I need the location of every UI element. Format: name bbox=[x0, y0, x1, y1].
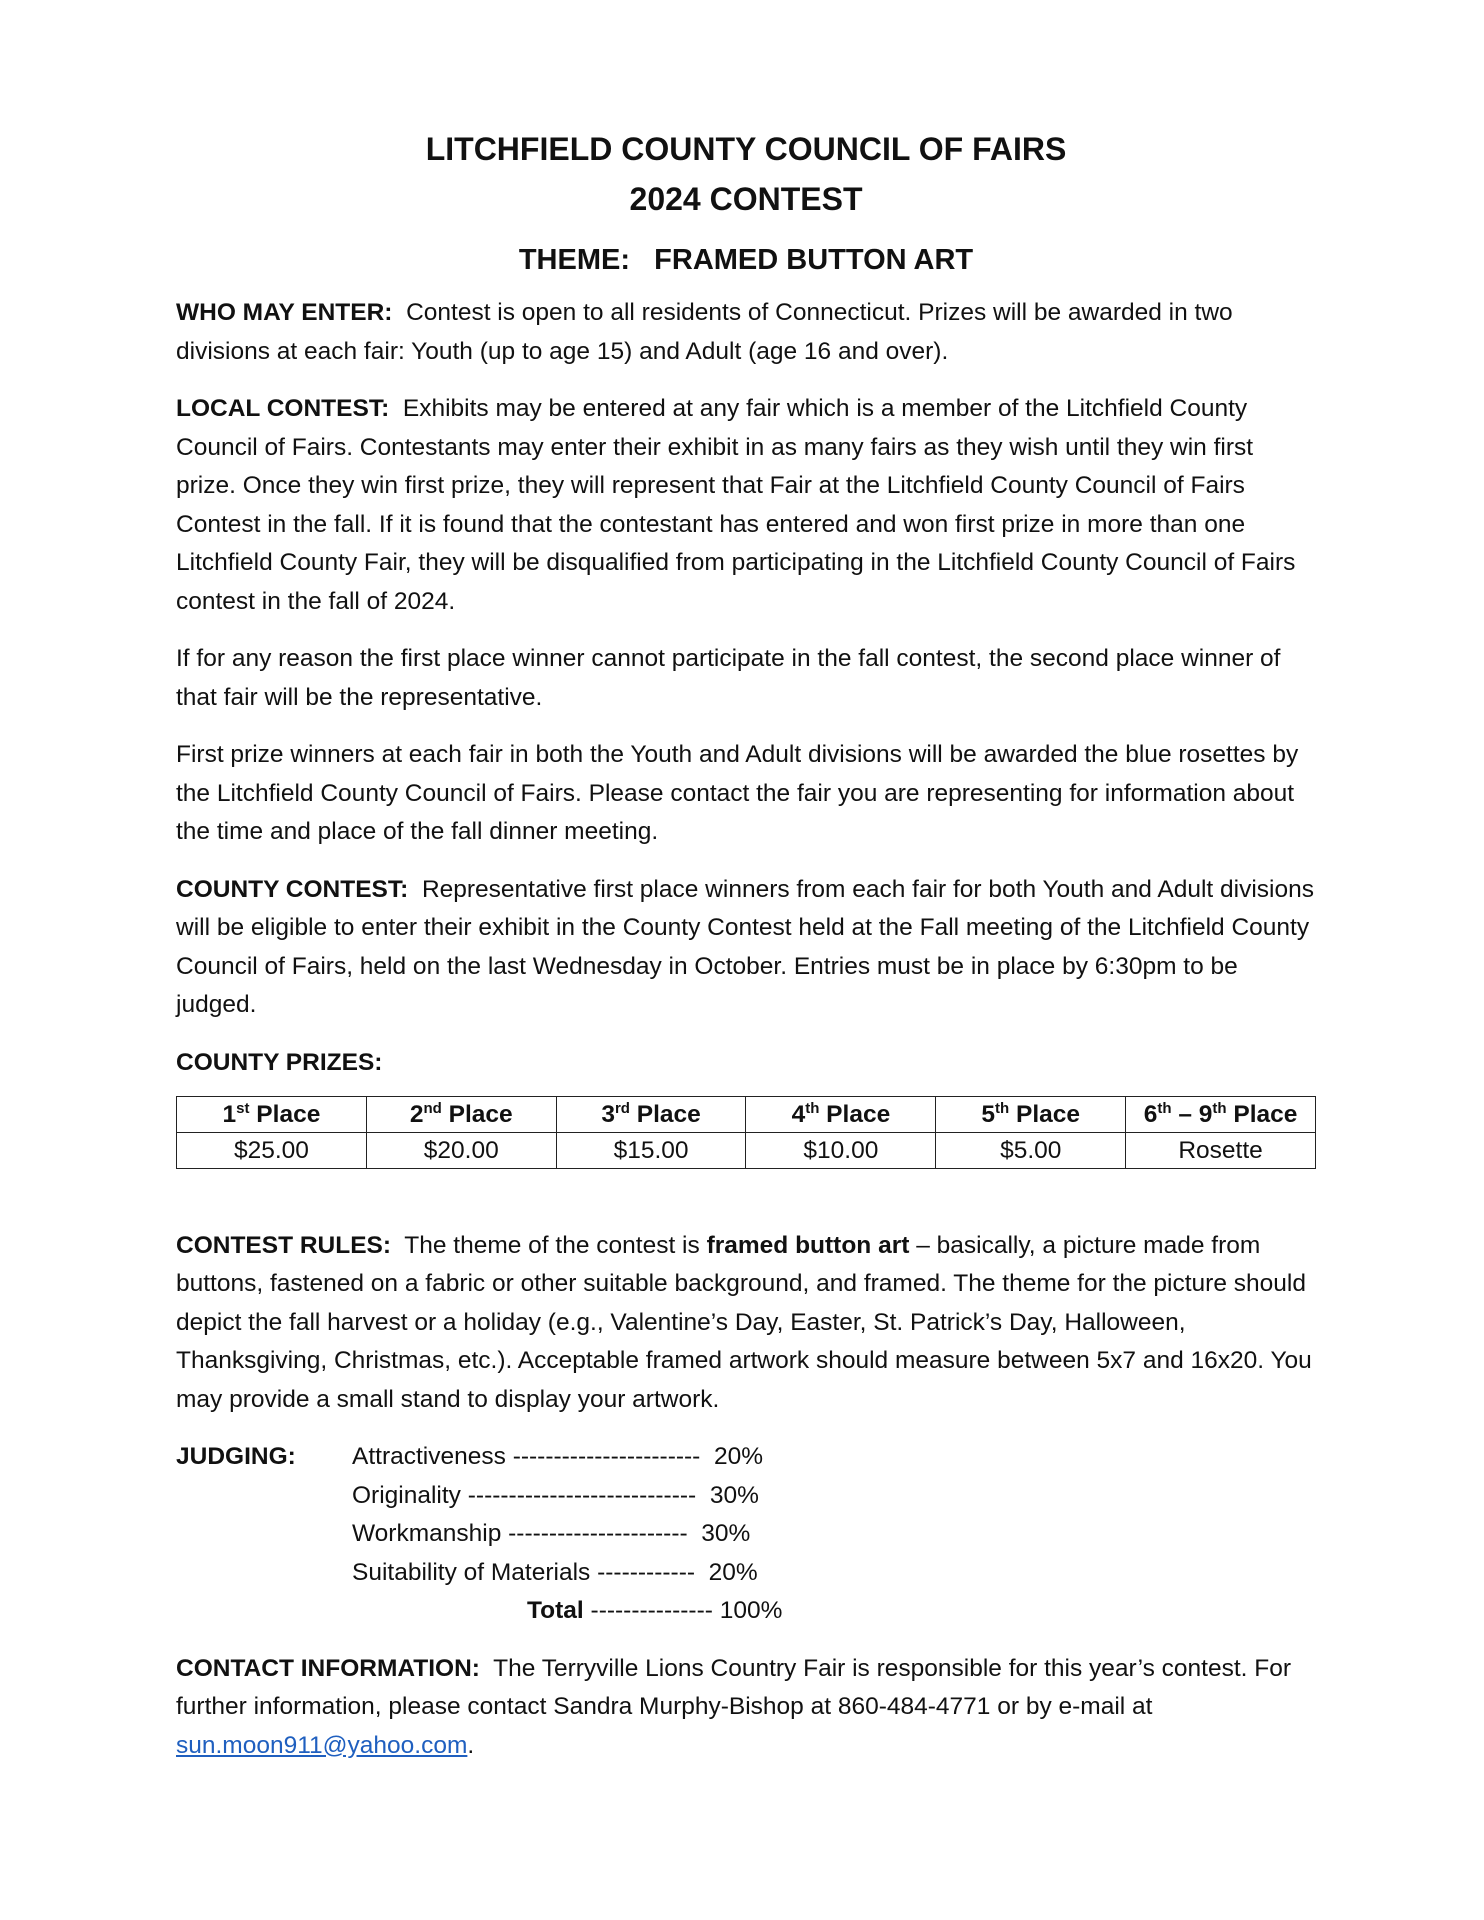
county-contest-label: COUNTY CONTEST: bbox=[176, 875, 409, 903]
prize-value-5: $5.00 bbox=[936, 1132, 1126, 1168]
local-contest-label: LOCAL CONTEST: bbox=[176, 395, 390, 422]
local-contest-paragraph bbox=[176, 390, 1316, 621]
county-prizes-label: COUNTY PRIZES: bbox=[176, 1048, 383, 1076]
contact-label: CONTACT INFORMATION: bbox=[176, 1654, 480, 1682]
contest-rules-label: CONTEST RULES: bbox=[176, 1231, 392, 1259]
contest-rules-text-before: The theme of the contest is bbox=[404, 1231, 700, 1259]
county-prizes-table bbox=[176, 1096, 1316, 1169]
prizes-header-row bbox=[177, 1096, 1316, 1132]
second-place-paragraph: If for any reason the first place winner cannot participate in the fall contest, the second place winner of that fair will be the representative. bbox=[176, 645, 1281, 711]
prize-header-5: 5th Place bbox=[936, 1096, 1126, 1132]
prize-header-6: 6th – 9th Place bbox=[1126, 1096, 1316, 1132]
judging-row: Attractiveness ----------------------- 20% bbox=[352, 1443, 764, 1470]
judging-total-row: Total --------------- 100% bbox=[527, 1597, 783, 1624]
contest-rules-paragraph bbox=[176, 1227, 1316, 1420]
county-contest-text: Representative first place winners from each fair for both Youth and Adult divisions will be eligible to enter their exhibit in the County Contest held at the Fall meeting of the Litchfield County Council of Fairs, held on the last Wednesday in October. Entries must be in place by 6:30pm to be judged. bbox=[176, 875, 1314, 1018]
contact-end: . bbox=[467, 1731, 475, 1759]
who-may-enter-paragraph bbox=[176, 294, 1316, 371]
prize-value-2: $20.00 bbox=[366, 1132, 556, 1168]
document-content bbox=[176, 124, 1316, 1784]
judging-row: Workmanship ---------------------- 30% bbox=[352, 1520, 751, 1547]
theme-heading: THEME: FRAMED BUTTON ART bbox=[518, 244, 974, 276]
prize-header-2: 2nd Place bbox=[366, 1096, 556, 1132]
contact-email-link[interactable]: sun.moon911@yahoo.com bbox=[176, 1731, 468, 1759]
prize-value-3: $15.00 bbox=[556, 1132, 746, 1168]
who-may-enter-label: WHO MAY ENTER: bbox=[176, 299, 393, 326]
prize-header-4: 4th Place bbox=[746, 1096, 936, 1132]
judging-row: Originality ---------------------------- 30% bbox=[352, 1481, 759, 1509]
contest-rules-text-after: – basically, a picture made from buttons, fastened on a fabric or other suitable background, and framed. The theme for the picture should depict the fall harvest or a holiday (e.g., Valentine’s Day, Easter, St. Patrick’s Day, Halloween, Thanksgiving, Christmas, etc.). Acceptable framed artwork should measure between 5x7 and 16x20. You may provide a small stand to display your artwork. bbox=[176, 1231, 1312, 1413]
prize-value-6: Rosette bbox=[1126, 1132, 1316, 1168]
prize-value-1: $25.00 bbox=[177, 1132, 367, 1168]
local-contest-text: Exhibits may be entered at any fair which is a member of the Litchfield County Council of Fairs. Contestants may enter their exhibit in as many fairs as they wish until they win first prize. Once they win first prize, they will represent that Fair at the Litchfield County Council of Fairs Contest in the fall. If it is found that the contestant has entered and won first prize in more than one Litchfield County Fair, they will be disqualified from participating in the Litchfield County Council of Fairs contest in the fall of 2024. bbox=[176, 395, 1296, 615]
title-line-1: LITCHFIELD COUNTY COUNCIL OF FAIRS bbox=[425, 131, 1067, 167]
prizes-value-row bbox=[177, 1132, 1316, 1168]
judging-criteria bbox=[352, 1438, 1316, 1631]
prize-value-4: $10.00 bbox=[746, 1132, 936, 1168]
contact-paragraph bbox=[176, 1650, 1316, 1766]
county-contest-paragraph bbox=[176, 871, 1316, 1025]
contact-text: The Terryville Lions Country Fair is responsible for this year’s contest. For further information, please contact Sandra Murphy-Bishop at 860-484-4771 or by e-mail at bbox=[176, 1654, 1292, 1720]
prize-header-1: 1st Place bbox=[177, 1096, 367, 1132]
prize-header-3: 3rd Place bbox=[556, 1096, 746, 1132]
contest-rules-bold: framed button art bbox=[706, 1231, 910, 1259]
judging-section bbox=[176, 1438, 1316, 1631]
judging-label: JUDGING: bbox=[176, 1443, 296, 1470]
who-may-enter-text: Contest is open to all residents of Connecticut. Prizes will be awarded in two divisions at each fair: Youth (up to age 15) and Adult (age 16 and over). bbox=[176, 299, 1233, 365]
rosettes-paragraph: First prize winners at each fair in both the Youth and Adult divisions will be awarded the blue rosettes by the Litchfield County Council of Fairs. Please contact the fair you are representing for information about the time and place of the fall dinner meeting. bbox=[176, 741, 1299, 845]
judging-row: Suitability of Materials ------------ 20% bbox=[352, 1558, 758, 1586]
title-line-2: 2024 CONTEST bbox=[629, 181, 863, 217]
